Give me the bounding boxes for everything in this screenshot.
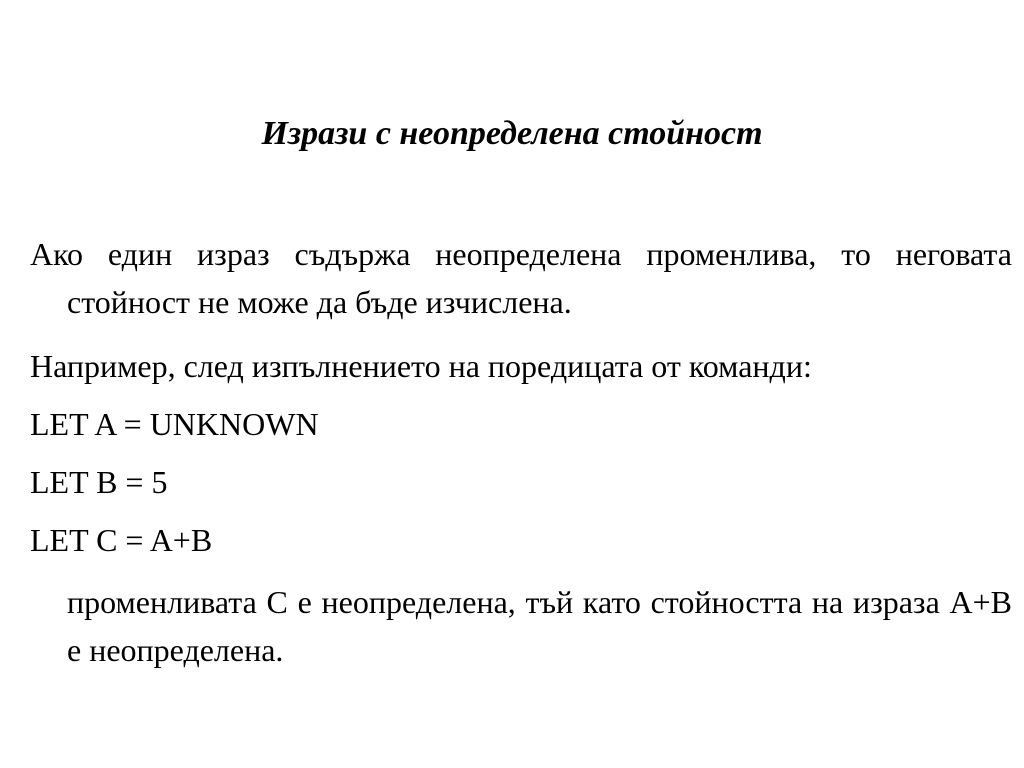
example-lead-paragraph: Например, след изпълнението на поредицата от команди: — [30, 348, 812, 384]
intro-paragraph: Ако един израз съдържа неопределена променлива, то неговата стойност не може да бъде изчислена. — [30, 236, 1012, 320]
conclusion-paragraph: променливата C е неопределена, тъй като стойността на израза A+B е неопределена. — [67, 584, 1012, 668]
command-line-1: LET A = UNKNOWN — [30, 406, 319, 442]
slide-body — [30, 230, 1012, 674]
command-line-2: LET B = 5 — [30, 464, 168, 500]
command-line-3: LET C = A+B — [30, 522, 213, 558]
slide-title: Изрази с неопределена стойност — [261, 115, 763, 152]
